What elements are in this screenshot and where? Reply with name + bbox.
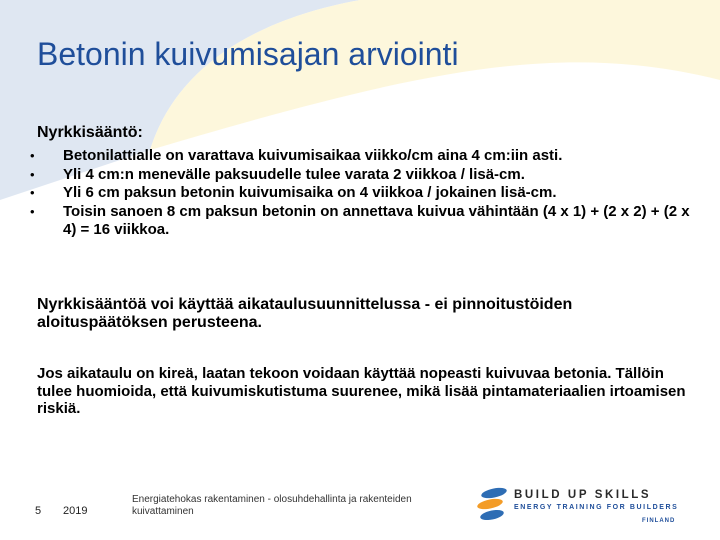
footer-text: Energiatehokas rakentaminen - olosuhdehallinta ja rakenteiden kuivattaminen — [132, 494, 412, 517]
slide-title: Betonin kuivumisajan arviointi — [37, 36, 459, 72]
bullet-item: • Yli 4 cm:n menevälle paksuudelle tulee varata 2 viikkoa / lisä-cm. — [30, 166, 690, 185]
logo-tagline: ENERGY TRAINING FOR BUILDERS — [514, 504, 679, 511]
bullet-list — [30, 147, 690, 240]
slide-number: 5 — [35, 505, 42, 517]
build-up-skills-logo — [476, 484, 696, 530]
logo-country: FINLAND — [642, 518, 676, 524]
logo-title: BUILD UP SKILLS — [514, 489, 652, 501]
logo-mark-icon — [476, 484, 510, 530]
bullet-item: • Betonilattialle on varattava kuivumisaikaa viikko/cm aina 4 cm:iin asti. — [30, 147, 690, 166]
paragraph-scheduling: Nyrkkisääntöä voi käyttää aikataulusuunnittelussa - ei pinnoitustöiden aloituspäätöksen perusteena. — [37, 296, 573, 331]
rule-of-thumb-heading: Nyrkkisääntö: — [37, 124, 143, 141]
paragraph-fast-drying: Jos aikataulu on kireä, laatan tekoon voidaan käyttää nopeasti kuivuvaa betonia. Tällöin tulee huomioida, että kuivumiskutistuma suurenee, mikä lisää pintamateriaalien irtoamisen riskiä. — [37, 365, 686, 417]
footer-year: 2019 — [63, 505, 88, 517]
bullet-item: • Yli 6 cm paksun betonin kuivumisaika on 4 viikkoa / jokainen lisä-cm. — [30, 184, 690, 203]
bullet-item: • Toisin sanoen 8 cm paksun betonin on annettava kuivua vähintään (4 x 1) + (2 x 2) + (2 x 4) = 16 viikkoa. — [30, 203, 690, 240]
